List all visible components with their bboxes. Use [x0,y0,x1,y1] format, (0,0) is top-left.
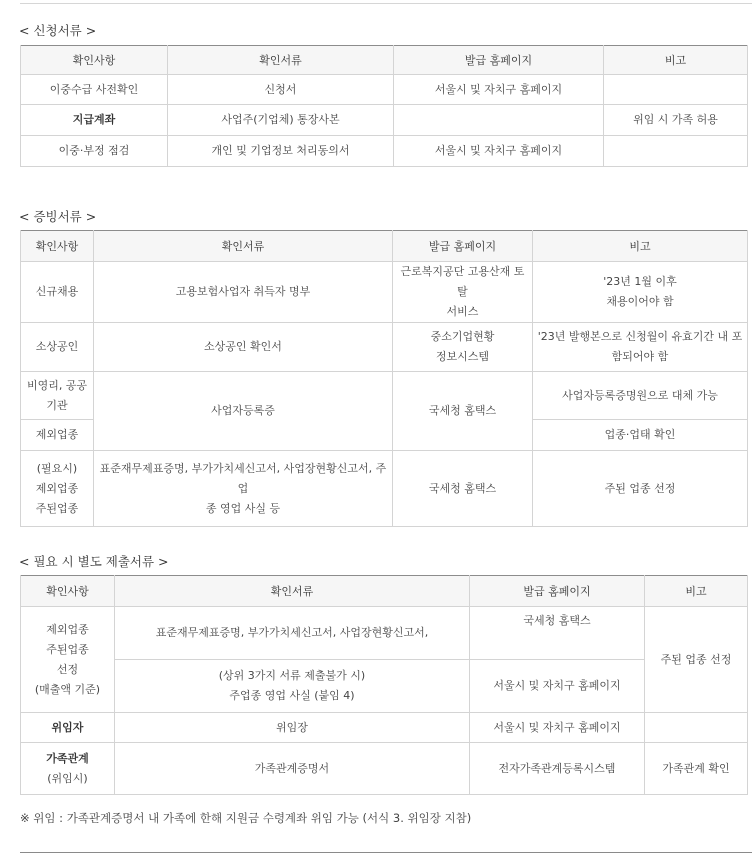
table-cell: 주된 업종 선정 [645,607,748,713]
table-cell: 고용보험사업자 취득자 명부 [94,262,393,323]
table-cell [393,262,533,323]
cell-line: 주된업종 [46,642,89,656]
cell-line: 가족관계 [46,751,89,765]
table-cell: 가족관계증명서 [115,743,470,795]
table-cell: 이중수급 사전확인 [21,75,168,105]
cell-line: 함되어야 함 [611,350,669,363]
header-cell: 비고 [533,231,748,262]
table-row [21,743,748,795]
header-cell: 확인사항 [21,576,115,607]
table-cell: 위임장 [115,713,470,743]
table-cell: 위임자 [21,713,115,743]
table-cell [604,136,748,167]
evidence-documents-table [20,230,748,527]
table-cell [94,451,393,527]
cell-line: 정보시스템 [435,350,490,363]
header-cell: 확인서류 [94,231,393,262]
cell-line: 서비스 [446,305,479,318]
cell-line: 표준재무제표증명, 부가가치세신고서, 사업장현황신고서, 주업 [99,461,387,495]
table-header-row [21,231,748,262]
table-cell: 국세청 홈택스 [393,451,533,527]
table-cell: 신청서 [168,75,394,105]
table-header-row [21,46,748,75]
table-row [21,262,748,323]
table-row [21,451,748,527]
table-cell [533,262,748,323]
table-cell: 주된 업종 선정 [533,451,748,527]
cell-line: 제외업종 [46,622,89,636]
section-title-optional: < 필요 시 별도 제출서류 > [19,554,169,569]
table-cell: 신규채용 [21,262,94,323]
cell-line: (상위 3가지 서류 제출불가 시) [218,669,366,682]
table-row [21,660,748,713]
cell-line: '23년 1월 이후 [603,275,677,288]
table-cell: 서울시 및 자치구 홈페이지 [394,136,604,167]
optional-documents-table [20,575,748,795]
table-cell [21,607,115,713]
table-cell: 개인 및 기업정보 처리동의서 [168,136,394,167]
table-cell: 이중·부정 점검 [21,136,168,167]
cell-line: '23년 발행본으로 신청월이 유효기간 내 포 [537,330,743,343]
table-cell [21,451,94,527]
table-cell [394,105,604,136]
cell-line: 주된업종 [35,501,79,515]
header-cell: 발급 홈페이지 [394,46,604,75]
cell-line: 주업종 영업 사실 (붙임 4) [229,689,355,702]
table-cell: 전자가족관계등록시스템 [470,743,645,795]
table-row [21,136,748,167]
table-cell: 국세청 홈택스 [393,372,533,451]
table-row [21,105,748,136]
table-cell [604,75,748,105]
table-row [21,607,748,660]
table-cell: 국세청 홈택스 [470,607,645,660]
table-cell [393,323,533,372]
table-cell: 업종·업태 확인 [533,420,748,451]
header-cell: 확인서류 [168,46,394,75]
cell-line: 기관 [46,398,68,412]
table-header-row [21,576,748,607]
table-cell: 사업자등록증명원으로 대체 가능 [533,372,748,420]
cell-line: 제외업종 [35,481,79,495]
cell-line: 종 영업 사실 등 [205,501,281,515]
header-cell: 비고 [645,576,748,607]
table-row [21,713,748,743]
table-row [21,372,748,420]
cell-line: 채용이어야 함 [606,295,674,308]
section-title-application: < 신청서류 > [19,23,97,38]
table-cell: 표준재무제표증명, 부가가치세신고서, 사업장현황신고서, [115,607,470,660]
table-cell: 서울시 및 자치구 홈페이지 [470,660,645,713]
table-cell [21,372,94,420]
table-cell: 소상공인 [21,323,94,372]
table-cell: 소상공인 확인서 [94,323,393,372]
table-cell: 서울시 및 자치구 홈페이지 [394,75,604,105]
header-cell: 비고 [604,46,748,75]
header-cell: 확인사항 [21,231,94,262]
cell-line: 비영리, 공공 [26,378,88,392]
table-cell: 제외업종 [21,420,94,451]
cell-line: 근로복지공단 고용산재 토탈 [400,265,525,298]
table-cell: 지급계좌 [21,105,168,136]
table-cell: 위임 시 가족 허용 [604,105,748,136]
cell-line: 중소기업현황 [430,330,495,343]
header-cell: 발급 홈페이지 [470,576,645,607]
header-cell: 확인사항 [21,46,168,75]
table-cell [645,713,748,743]
top-divider [20,3,752,4]
table-cell: 가족관계 확인 [645,743,748,795]
table-cell [115,660,470,713]
bottom-divider [20,852,752,853]
header-cell: 발급 홈페이지 [393,231,533,262]
cell-line: (필요시) [36,461,78,475]
table-cell: 사업자등록증 [94,372,393,451]
table-cell: 서울시 및 자치구 홈페이지 [470,713,645,743]
table-cell: 사업주(기업체) 통장사본 [168,105,394,136]
table-cell [21,743,115,795]
table-row [21,75,748,105]
application-documents-table [20,45,748,167]
cell-line: (매출액 기준) [34,682,101,696]
cell-line: 선정 [56,662,79,676]
cell-line: (위임시) [47,771,88,785]
footnote: ※ 위임 : 가족관계증명서 내 가족에 한해 지원금 수령계좌 위임 가능 (서식 3. 위임장 지참) [20,811,472,825]
section-title-evidence: < 증빙서류 > [19,209,97,224]
table-cell [533,323,748,372]
table-row [21,323,748,372]
header-cell: 확인서류 [115,576,470,607]
